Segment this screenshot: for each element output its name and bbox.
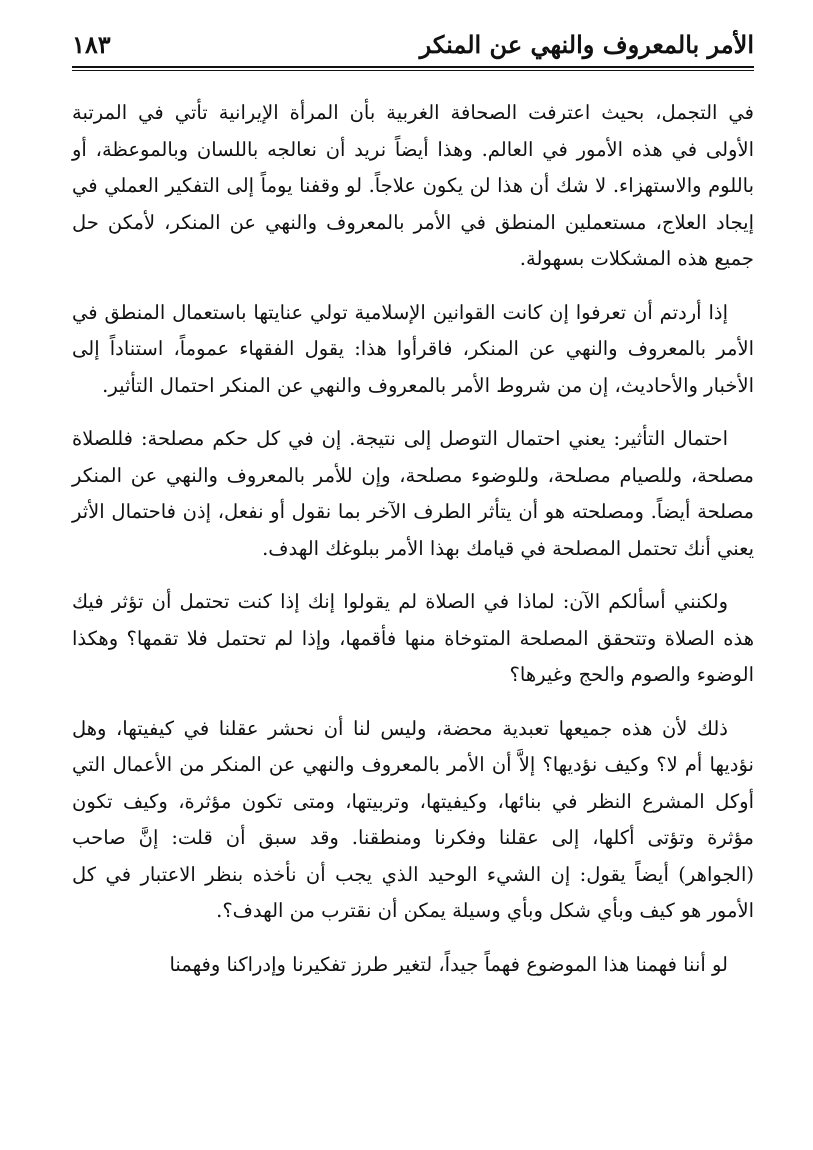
paragraph: احتمال التأثير: يعني احتمال التوصل إلى نتيجة. إن في كل حكم مصلحة: فللصلاة مصلحة، وللصيام مصلحة، وللوضوء مصلحة، وإن للأمر بالمعروف والنهي عن المنكر مصلحة أيضاً. ومصلحته هو أن يتأثر الطرف الآخر بما نقول أو نفعل، إذن فاحتمال الأثر يعني أنك تحتمل المصلحة في قيامك بهذا الأمر ببلوغك الهدف.: [72, 427, 754, 560]
body-text: [72, 95, 754, 1000]
paragraph: إذا أردتم أن تعرفوا إن كانت القوانين الإسلامية تولي عنايتها باستعمال المنطق في الأمر بالمعروف والنهي عن المنكر، فاقرأوا هذا: يقول الفقهاء عموماً، استناداً إلى الأخبار والأحاديث، إن من شروط الأمر بالمعروف والنهي عن المنكر احتمال التأثير.: [72, 300, 754, 397]
running-header: [72, 30, 754, 64]
page-number: ١٨٣: [72, 30, 111, 59]
paragraph: في التجمل، بحيث اعترفت الصحافة الغربية بأن المرأة الإيرانية تأتي في المرتبة الأولى في هذه الأمور في العالم. وهذا أيضاً نريد أن نعالجه باللسان وبالموعظة، أو باللوم والاستهزاء. لا شك أن هذا لن يكون علاجاً. لو وقفنا يوماً إلى التفكير العملي في إيجاد العلاج، مستعملين المنطق في الأمر بالمعروف والنهي عن المنكر، لأمكن حل جميع هذه المشكلات بسهولة.: [72, 101, 754, 270]
header-rule-thin: [72, 70, 754, 71]
paragraph: ولكنني أسألكم الآن: لماذا في الصلاة لم يقولوا إنك إذا كنت تحتمل أن تؤثر فيك هذه الصلاة وتتحقق المصلحة المتوخاة منها فأقمها، وإذا لم تحتمل فلا تقمها؟ وهكذا الوضوء والصوم والحج وغيرها؟: [72, 590, 754, 686]
header-rule-thick: [72, 66, 754, 68]
paragraph: لو أننا فهمنا هذا الموضوع فهماً جيداً، لتغير طرز تفكيرنا وإدراكنا وفهمنا: [169, 952, 728, 976]
chapter-title: الأمر بالمعروف والنهي عن المنكر: [419, 30, 754, 59]
paragraph: ذلك لأن هذه جميعها تعبدية محضة، وليس لنا أن نحشر عقلنا في كيفيتها، وهل نؤديها أم لا؟ وكيف نؤديها؟ إلاَّ أن الأمر بالمعروف والنهي عن المنكر من الأعمال التي أوكل المشرع النظر في بنائها، وكيفيتها، وتربيتها، ومتى تكون مؤثرة، وكيف تكون مؤثرة وتؤتى أكلها، إلى عقلنا وفكرنا ومنطقنا. وقد سبق أن قلت: إنَّ صاحب (الجواهر) أيضاً يقول: إن الشيء الوحيد الذي يجب أن نأخذه بنظر الاعتبار في كل الأمور هو كيف وبأي شكل وبأي وسيلة يمكن أن نقترب من الهدف؟.: [72, 716, 754, 922]
